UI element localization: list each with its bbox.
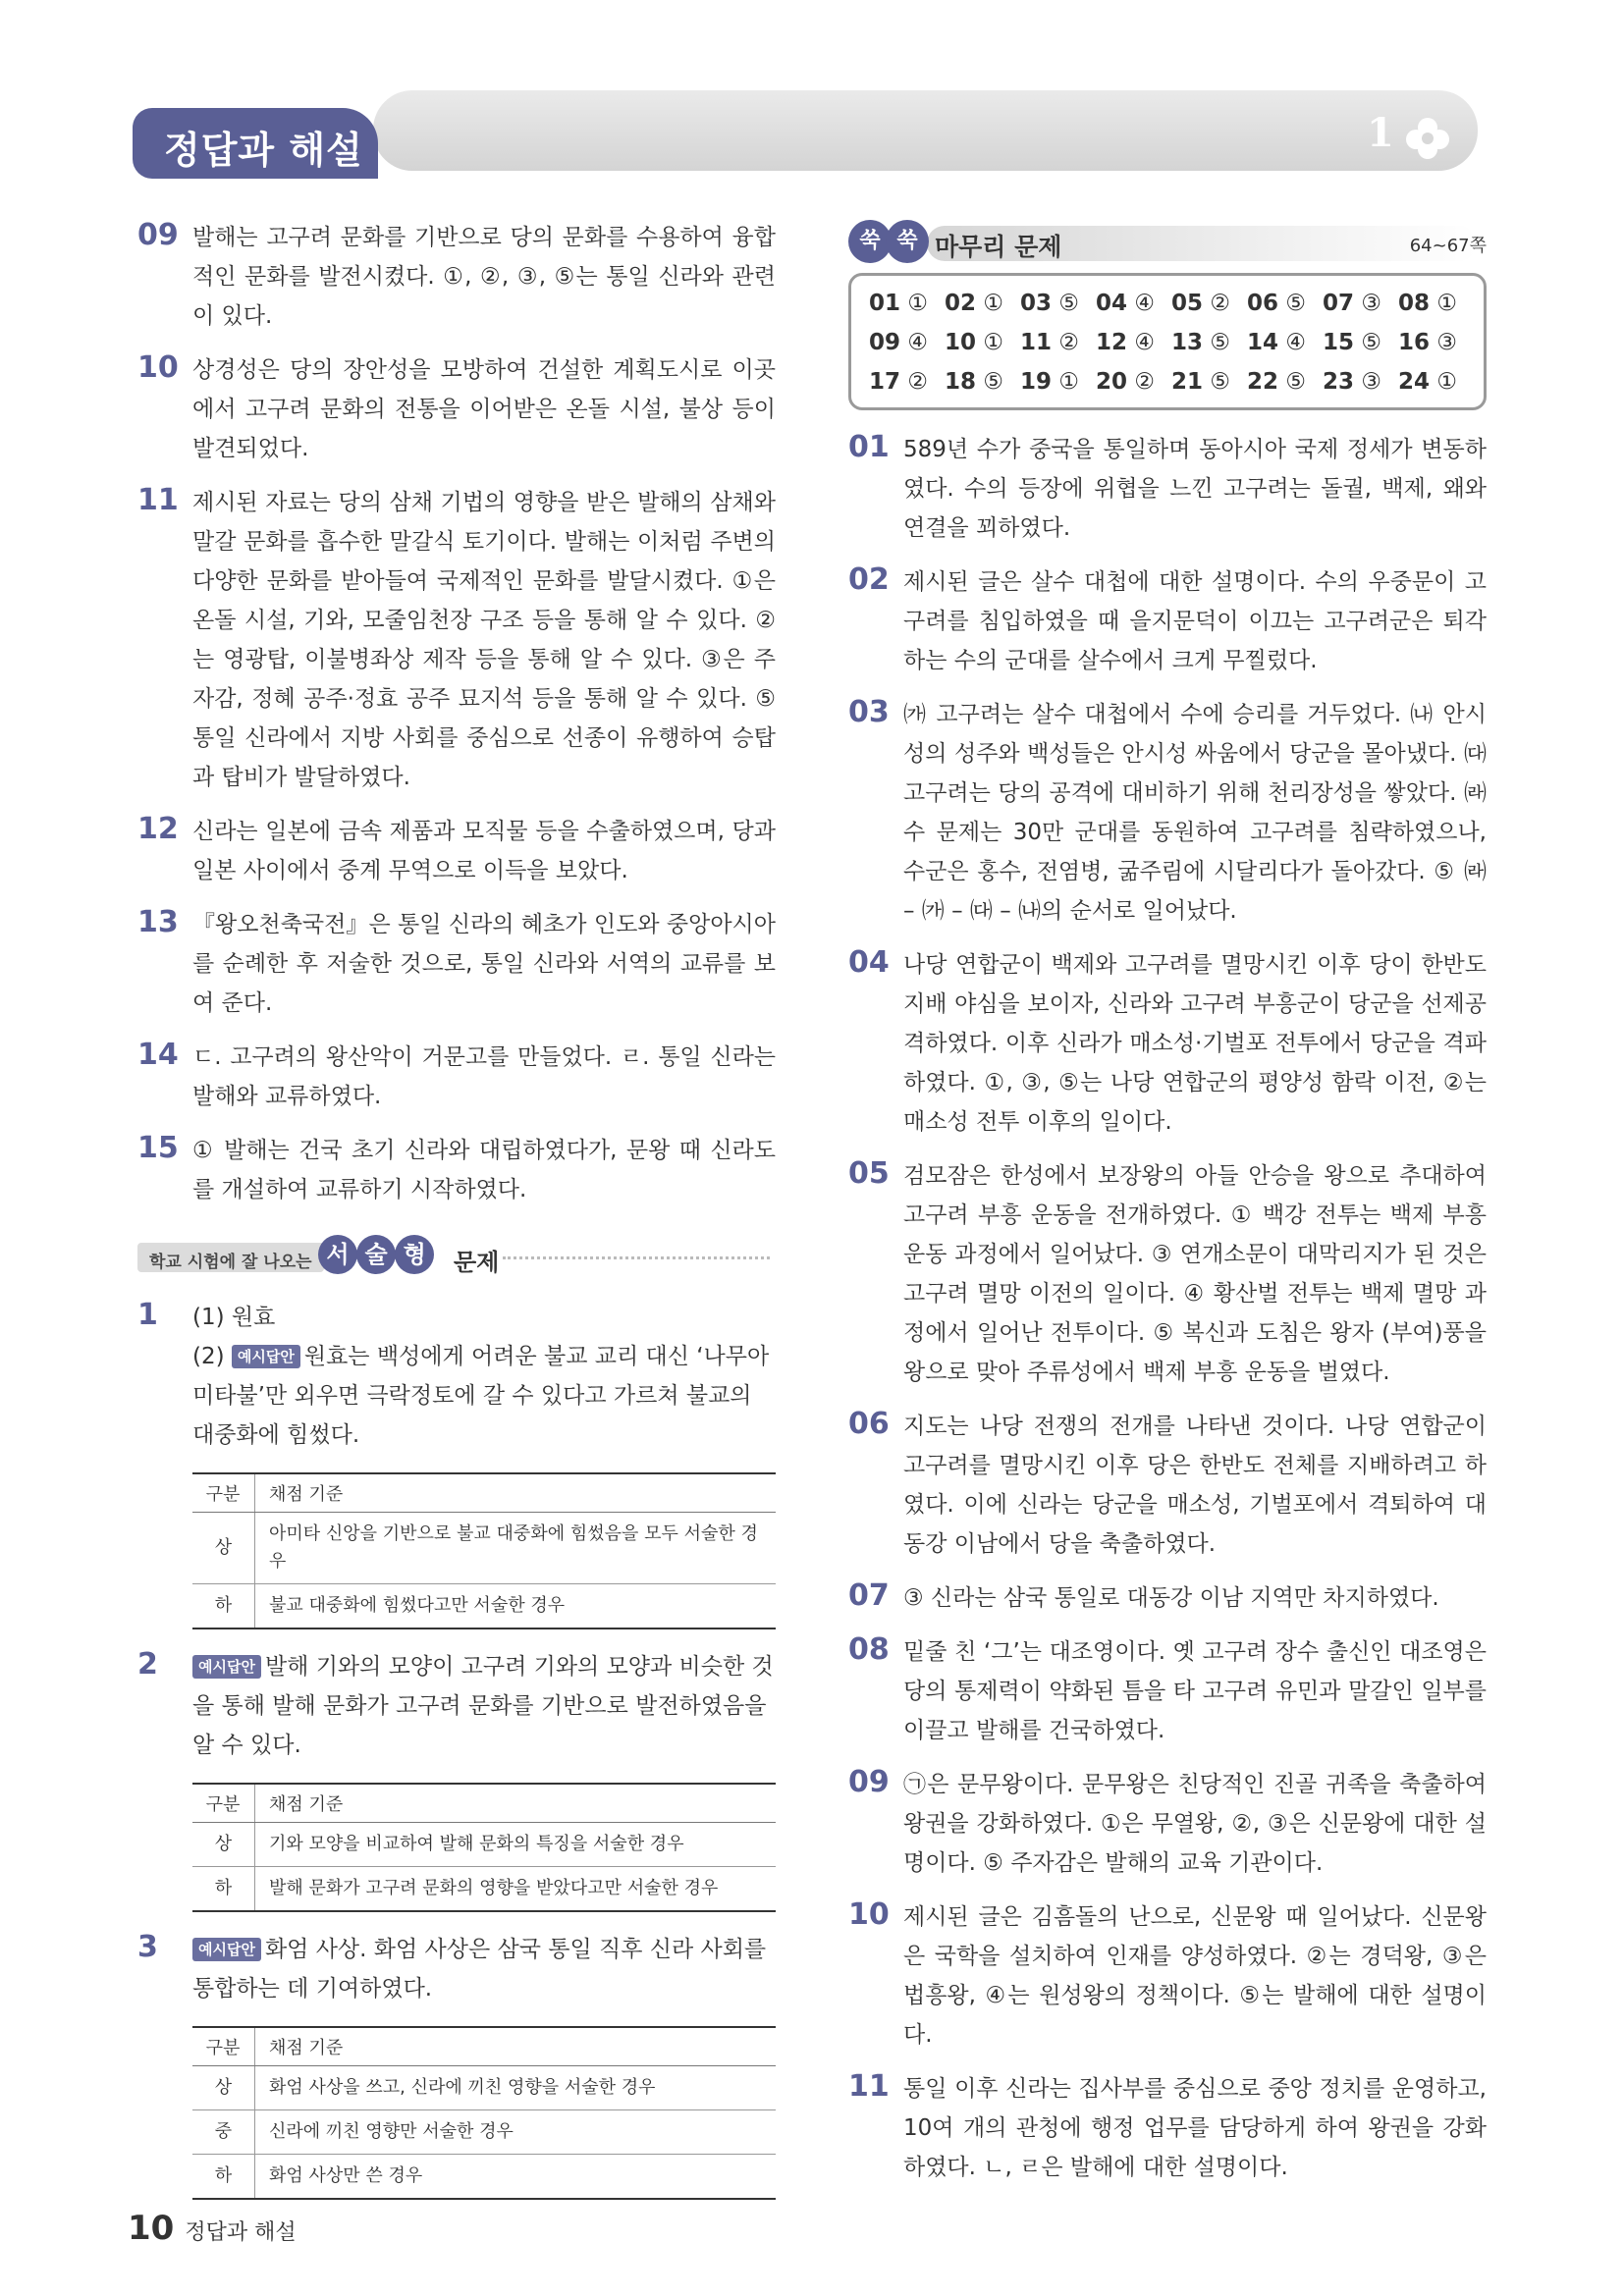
answer-key-number: 11 — [1020, 330, 1053, 355]
answer-key-number: 16 — [1398, 330, 1431, 355]
item-explanation: 제시된 글은 김흠돌의 난으로, 신문왕 때 일어났다. 신문왕은 국학을 설치하여 인재를 양성하였다. ②는 경덕왕, ③은 법흥왕, ④는 원성왕의 정책이다. ⑤는 발해에 대한 설명이다. — [903, 1904, 1487, 2048]
grade-cell: 중 — [192, 2110, 255, 2155]
review-header — [848, 218, 1487, 273]
answer-key-number: 03 — [1020, 291, 1053, 316]
answer-item — [848, 1578, 1487, 1618]
item-number: 01 — [848, 430, 890, 464]
review-bubble: 쑥 — [886, 220, 929, 263]
page-footer — [128, 2209, 297, 2248]
answer-key-number: 24 — [1398, 369, 1431, 395]
column-header-criteria: 채점 기준 — [255, 1473, 777, 1513]
right-answer-list — [848, 430, 1487, 2187]
page-title: 정답과 해설 — [164, 129, 363, 172]
example-answer-badge: 예시답안 — [192, 1655, 261, 1679]
answer-key-choice: ① — [983, 291, 1003, 316]
page-number: 10 — [128, 2209, 175, 2248]
answer-key-choice: ① — [983, 330, 1003, 355]
answer-item — [848, 695, 1487, 931]
item-number: 09 — [137, 218, 179, 252]
answer-key-cell — [1398, 291, 1474, 316]
question-number: 2 — [137, 1647, 158, 1682]
answer-item — [137, 350, 776, 468]
example-answer-badge: 예시답안 — [232, 1345, 300, 1368]
item-number: 07 — [848, 1578, 890, 1613]
item-explanation: 밑줄 친 ‘그’는 대조영이다. 옛 고구려 장수 출신인 대조영은 당의 통제력이 약화된 틈을 타 고구려 유민과 말갈인 일부를 이끌고 발해를 건국하였다. — [903, 1639, 1487, 1743]
answer-key-number: 08 — [1398, 291, 1431, 316]
item-number: 03 — [848, 695, 890, 729]
answer-key-choice: ⑤ — [983, 369, 1003, 395]
review-title: 마무리 문제 — [935, 233, 1062, 261]
answer-key-choice: ③ — [1361, 291, 1381, 316]
item-explanation: ① 발해는 건국 초기 신라와 대립하였다가, 문왕 때 신라도를 개설하여 교류하기 시작하였다. — [192, 1138, 776, 1202]
answer-key-cell — [869, 369, 945, 395]
answer-key-cell — [1323, 330, 1398, 355]
answer-item — [848, 1407, 1487, 1564]
footer-title: 정답과 해설 — [185, 2220, 297, 2245]
answer-item — [137, 905, 776, 1023]
answer-key-choice: ③ — [1361, 369, 1381, 395]
answer-text: 발해 기와의 모양이 고구려 기와의 모양과 비슷한 것을 통해 발해 문화가 고구려 문화를 기반으로 발전하였음을 알 수 있다. — [192, 1654, 774, 1758]
criteria-cell: 신라에 끼친 영향만 서술한 경우 — [255, 2110, 777, 2155]
grading-row — [192, 1513, 776, 1584]
review-bubble: 쑥 — [848, 220, 892, 263]
answer-key-number: 22 — [1247, 369, 1279, 395]
column-header-grade: 구분 — [192, 2027, 255, 2066]
answer-key-number: 10 — [945, 330, 977, 355]
answer-item — [137, 812, 776, 890]
answer-key-cell — [1171, 369, 1247, 395]
answer-key-cell — [1171, 291, 1247, 316]
item-explanation: ㉠은 문무왕이다. 문무왕은 친당적인 진골 귀족을 축출하여 왕권을 강화하였다. ①은 무열왕, ②, ③은 신문왕에 대한 설명이다. ⑤ 주자감은 발해의 교육 기관이다. — [903, 1772, 1487, 1876]
answer-key-cell — [1020, 369, 1096, 395]
answer-key-choice: ⑤ — [1285, 291, 1306, 316]
review-pages: 64~67쪽 — [1409, 236, 1487, 256]
grading-row — [192, 1823, 776, 1867]
answer-key-number: 19 — [1020, 369, 1053, 395]
answer-key-number: 17 — [869, 369, 901, 395]
answer-item — [137, 1038, 776, 1116]
item-number: 14 — [137, 1038, 179, 1072]
answer-key-number: 02 — [945, 291, 977, 316]
answer-key-number: 04 — [1096, 291, 1128, 316]
answer-key-choice: ⑤ — [1210, 330, 1230, 355]
item-number: 13 — [137, 905, 179, 939]
answer-key-choice: ④ — [907, 330, 928, 355]
grading-row — [192, 2155, 776, 2200]
review-title-bar — [927, 226, 1477, 261]
criteria-cell: 불교 대중화에 힘썼다고만 서술한 경우 — [255, 1584, 777, 1629]
item-explanation: 제시된 글은 살수 대첩에 대한 설명이다. 수의 우중문이 고구려를 침입하였을 때 을지문덕이 이끄는 고구려군은 퇴각하는 수의 군대를 살수에서 크게 무찔렀다. — [903, 569, 1487, 673]
item-explanation: 상경성은 당의 장안성을 모방하여 건설한 계획도시로 이곳에서 고구려 문화의 전통을 이어받은 온돌 시설, 불상 등이 발견되었다. — [192, 357, 776, 461]
answer-key-cell — [1398, 330, 1474, 355]
answer-key-choice: ② — [1058, 330, 1079, 355]
answer-key-cell — [1020, 330, 1096, 355]
answer-item — [137, 1131, 776, 1209]
item-number: 10 — [848, 1897, 890, 1932]
item-number: 11 — [848, 2069, 890, 2104]
item-number: 15 — [137, 1131, 179, 1165]
item-number: 02 — [848, 562, 890, 597]
grading-row — [192, 2066, 776, 2110]
answer-key-cell — [1171, 330, 1247, 355]
answer-key-cell — [1323, 291, 1398, 316]
answer-key-choice: ⑤ — [1285, 369, 1306, 395]
answer-key-number: 06 — [1247, 291, 1279, 316]
left-answer-list — [137, 218, 776, 1209]
answer-key-choice: ⑤ — [1058, 291, 1079, 316]
section-bubble: 술 — [356, 1235, 396, 1274]
item-explanation: ③ 신라는 삼국 통일로 대동강 이남 지역만 차지하였다. — [903, 1585, 1439, 1611]
column-header-grade: 구분 — [192, 1784, 255, 1823]
answer-item — [848, 562, 1487, 680]
answer-key-choice: ④ — [1285, 330, 1306, 355]
grade-cell: 하 — [192, 1584, 255, 1629]
answer-body — [192, 1647, 776, 1765]
answer-key-number: 12 — [1096, 330, 1128, 355]
answer-item — [848, 945, 1487, 1142]
answer-key-number: 14 — [1247, 330, 1279, 355]
answer-key-cell — [1096, 291, 1171, 316]
column-header-grade: 구분 — [192, 1473, 255, 1513]
answer-key-number: 01 — [869, 291, 901, 316]
answer-key-cell — [1247, 291, 1323, 316]
left-column — [137, 218, 776, 2217]
answer-key-choice: ① — [907, 291, 928, 316]
item-number: 06 — [848, 1407, 890, 1441]
section-bubble: 형 — [395, 1235, 434, 1274]
item-number: 09 — [848, 1765, 890, 1799]
item-number: 11 — [137, 483, 179, 517]
item-explanation: 신라는 일본에 금속 제품과 모직물 등을 수출하였으며, 당과 일본 사이에서 중계 무역으로 이득을 보았다. — [192, 819, 776, 883]
answer-item — [848, 1897, 1487, 2055]
item-number: 10 — [137, 350, 179, 385]
answer-key-cell — [1096, 369, 1171, 395]
column-header-criteria: 채점 기준 — [255, 1784, 777, 1823]
answer-key-number: 18 — [945, 369, 977, 395]
grade-cell: 하 — [192, 2155, 255, 2200]
criteria-cell: 아미타 신앙을 기반으로 불교 대중화에 힘썼음을 모두 서술한 경우 — [255, 1513, 777, 1584]
answer-key-choice: ③ — [1436, 330, 1457, 355]
question-number: 1 — [137, 1298, 158, 1332]
answer-key-row — [869, 284, 1474, 323]
answer-text: 화엄 사상. 화엄 사상은 삼국 통일 직후 신라 사회를 통합하는 데 기여하였다. — [192, 1937, 767, 2002]
answer-key-choice: ② — [1210, 291, 1230, 316]
answer-item — [848, 1632, 1487, 1750]
grading-row — [192, 1867, 776, 1912]
answer-key-cell — [1247, 330, 1323, 355]
answer-body — [192, 1930, 776, 2008]
answer-key-choice: ① — [1436, 369, 1457, 395]
answer-key-number: 20 — [1096, 369, 1128, 395]
grade-cell: 상 — [192, 2066, 255, 2110]
item-explanation: 검모잠은 한성에서 보장왕의 아들 안승을 왕으로 추대하여 고구려 부흥 운동을 전개하였다. ① 백강 전투는 백제 부흥 운동 과정에서 일어났다. ③ 연개소문이 대막리지가 된 것은 고구려 멸망 이전의 일이다. ④ 황산벌 전투는 백제 멸망 과정에서 일어난 전투이다. ⑤ 복신과 도침은 왕자 (부여)풍을 왕으로 맞아 주류성에서 백제 부흥 운동을 벌였다. — [903, 1163, 1487, 1385]
answer-key-cell — [1096, 330, 1171, 355]
item-explanation: 나당 연합군이 백제와 고구려를 멸망시킨 이후 당이 한반도 지배 야심을 보이자, 신라와 고구려 부흥군이 당군을 선제공격하였다. 이후 신라가 매소성·기벌포 전투에서 당군을 격파하였다. ①, ③, ⑤는 나당 연합군의 평양성 함락 이전, ②는 매소성 전투 이후의 일이다. — [903, 952, 1487, 1135]
criteria-cell: 화엄 사상만 쓴 경우 — [255, 2155, 777, 2200]
answer-item — [137, 218, 776, 336]
answer-key-cell — [869, 291, 945, 316]
item-explanation: ㄷ. 고구려의 왕산악이 거문고를 만들었다. ㄹ. 통일 신라는 발해와 교류하였다. — [192, 1044, 776, 1109]
section-prefix: 학교 시험에 잘 나오는 — [149, 1253, 312, 1272]
item-number: 04 — [848, 945, 890, 980]
answer-key-row — [869, 323, 1474, 362]
answer-key-number: 09 — [869, 330, 901, 355]
grading-row — [192, 2110, 776, 2155]
section-divider — [503, 1256, 770, 1259]
criteria-cell: 발해 문화가 고구려 문화의 영향을 받았다고만 서술한 경우 — [255, 1867, 777, 1912]
grading-table — [192, 2026, 776, 2200]
section-bubble: 서 — [318, 1235, 357, 1274]
answer-key-number: 15 — [1323, 330, 1355, 355]
answer-key-number: 05 — [1171, 291, 1204, 316]
grading-row — [192, 1584, 776, 1629]
answer-key-choice: ⑤ — [1361, 330, 1381, 355]
item-explanation: 제시된 자료는 당의 삼채 기법의 영향을 받은 발해의 삼채와 말갈 문화를 흡수한 말갈식 토기이다. 발해는 이처럼 주변의 다양한 문화를 받아들여 국제적인 문화를 발달시켰다. ①은 온돌 시설, 기와, 모줄임천장 구조 등을 통해 알 수 있다. ②는 영광탑, 이불병좌상 제작 등을 통해 알 수 있다. ③은 주자감, 정혜 공주·정효 공주 묘지석 등을 통해 알 수 있다. ⑤ 통일 신라에서 지방 사회를 중심으로 선종이 유행하여 승탑과 탑비가 발달하였다. — [192, 490, 776, 790]
item-number: 08 — [848, 1632, 890, 1667]
answer-item — [848, 2069, 1487, 2187]
essay-section-banner — [137, 1235, 776, 1280]
item-number: 05 — [848, 1156, 890, 1191]
flower-icon — [1404, 116, 1451, 161]
item-explanation: ㈎ 고구려는 살수 대첩에서 수에 승리를 거두었다. ㈏ 안시성의 성주와 백성들은 안시성 싸움에서 당군을 몰아냈다. ㈐ 고구려는 당의 공격에 대비하기 위해 천리장성을 쌓았다. ㈑ 수 문제는 30만 군대를 동원하여 고구려를 침략하였으나, 수군은 홍수, 전염병, 굶주림에 시달리다가 돌아갔다. ⑤ ㈑ – ㈎ – ㈐ – ㈏의 순서로 일어났다. — [903, 702, 1487, 924]
grading-table — [192, 1783, 776, 1912]
answer-key-number: 13 — [1171, 330, 1204, 355]
answer-key-cell — [945, 369, 1020, 395]
answer-key-choice: ① — [1436, 291, 1457, 316]
item-number: 12 — [137, 812, 179, 846]
answer-part-1: (1) 원효 — [192, 1305, 276, 1330]
header-band — [373, 90, 1478, 171]
answer-key-number: 21 — [1171, 369, 1204, 395]
answer-key-cell — [1323, 369, 1398, 395]
right-column — [848, 218, 1487, 2202]
answer-key-cell — [869, 330, 945, 355]
answer-key-row — [869, 362, 1474, 401]
section-bubbles — [318, 1235, 428, 1274]
answer-key-number: 07 — [1323, 291, 1355, 316]
answer-key-cell — [1247, 369, 1323, 395]
item-explanation: 발해는 고구려 문화를 기반으로 당의 문화를 수용하여 융합적인 문화를 발전시켰다. ①, ②, ③, ⑤는 통일 신라와 관련이 있다. — [192, 225, 776, 329]
answer-key-choice: ⑤ — [1210, 369, 1230, 395]
criteria-cell: 화엄 사상을 쓰고, 신라에 끼친 영향을 서술한 경우 — [255, 2066, 777, 2110]
part-label: (2) — [192, 1344, 225, 1369]
item-explanation: 『왕오천축국전』은 통일 신라의 혜초가 인도와 중앙아시아를 순례한 후 저술한 것으로, 통일 신라와 서역의 교류를 보여 준다. — [192, 912, 776, 1016]
item-explanation: 지도는 나당 전쟁의 전개를 나타낸 것이다. 나당 연합군이 고구려를 멸망시킨 이후 당은 한반도 전체를 지배하려고 하였다. 이에 신라는 당군을 매소성, 기벌포에서 격퇴하여 대동강 이남에서 당을 축출하였다. — [903, 1414, 1487, 1557]
answer-key-cell — [1398, 369, 1474, 395]
answer-item — [848, 1156, 1487, 1392]
answer-item — [848, 430, 1487, 548]
answer-key-box — [848, 273, 1487, 410]
answer-text: 원효는 백성에게 어려운 불교 교리 대신 ‘나무아미타불’만 외우면 극락정토에 갈 수 있다고 가르쳐 불교의 대중화에 힘썼다. — [192, 1344, 770, 1448]
answer-key-number: 23 — [1323, 369, 1355, 395]
answer-part-2 — [192, 1337, 776, 1455]
grading-table — [192, 1472, 776, 1629]
answer-item — [137, 483, 776, 797]
essay-question-2 — [137, 1647, 776, 1912]
grade-cell: 하 — [192, 1867, 255, 1912]
answer-key-choice: ① — [1058, 369, 1079, 395]
answer-key-cell — [1020, 291, 1096, 316]
answer-key-cell — [945, 330, 1020, 355]
criteria-cell: 기와 모양을 비교하여 발해 문화의 특징을 서술한 경우 — [255, 1823, 777, 1867]
column-header-criteria: 채점 기준 — [255, 2027, 777, 2066]
answer-key-choice: ④ — [1134, 291, 1155, 316]
item-explanation: 589년 수가 중국을 통일하며 동아시아 국제 정세가 변동하였다. 수의 등장에 위협을 느낀 고구려는 돌궐, 백제, 왜와 연결을 꾀하였다. — [903, 437, 1487, 541]
item-explanation: 통일 이후 신라는 집사부를 중심으로 중앙 정치를 운영하고, 10여 개의 관청에 행정 업무를 담당하게 하여 왕권을 강화하였다. ㄴ, ㄹ은 발해에 대한 설명이다. — [903, 2076, 1487, 2180]
answer-key-cell — [945, 291, 1020, 316]
grade-cell: 상 — [192, 1823, 255, 1867]
example-answer-badge: 예시답안 — [192, 1938, 261, 1961]
answer-key-choice: ④ — [1134, 330, 1155, 355]
chapter-number: 1 — [1367, 110, 1394, 156]
header-title-tab — [133, 108, 378, 179]
answer-key-choice: ② — [907, 369, 928, 395]
essay-question-3 — [137, 1930, 776, 2200]
answer-key-choice: ② — [1134, 369, 1155, 395]
question-number: 3 — [137, 1930, 158, 1964]
answer-item — [848, 1765, 1487, 1883]
grade-cell: 상 — [192, 1513, 255, 1584]
section-suffix: 문제 — [454, 1249, 500, 1276]
essay-question-1 — [137, 1298, 776, 1629]
